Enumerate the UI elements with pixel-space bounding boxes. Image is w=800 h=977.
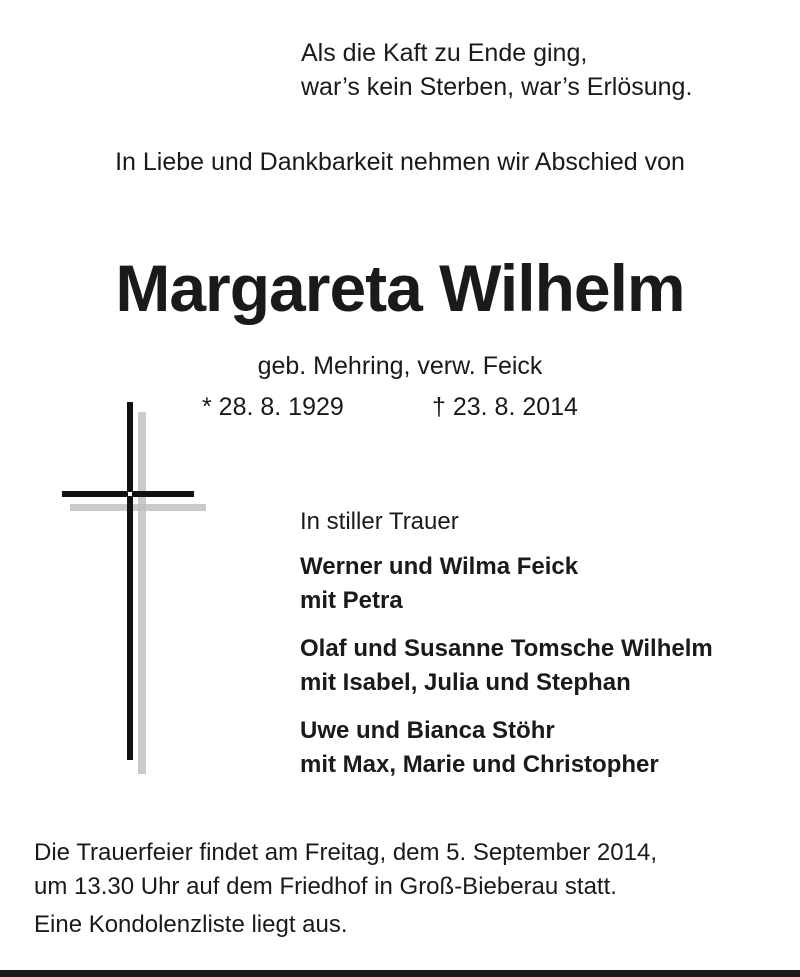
family-2-children: mit Isabel, Julia und Stephan bbox=[300, 669, 631, 696]
service-line-1: Die Trauerfeier findet am Freitag, dem 5. September 2014, bbox=[34, 839, 657, 866]
family-2-parents: Olaf und Susanne Tomsche Wilhelm bbox=[300, 635, 713, 662]
mourning-label: In stiller Trauer bbox=[300, 508, 459, 535]
family-1-parents: Werner und Wilma Feick bbox=[300, 553, 579, 580]
maiden-name: geb. Mehring, verw. Feick bbox=[257, 352, 543, 380]
family-1-children: mit Petra bbox=[300, 587, 403, 614]
death-date: † 23. 8. 2014 bbox=[432, 393, 578, 421]
cross-icon bbox=[60, 400, 220, 780]
farewell-intro: In Liebe und Dankbarkeit nehmen wir Abschied von bbox=[115, 148, 685, 176]
birth-date: * 28. 8. 1929 bbox=[202, 393, 344, 421]
verse-line-2: war’s kein Sterben, war’s Erlösung. bbox=[301, 73, 693, 101]
memorial-verse bbox=[301, 36, 692, 104]
family-3-children: mit Max, Marie und Christopher bbox=[300, 751, 659, 778]
service-line-2: um 13.30 Uhr auf dem Friedhof in Groß-Bieberau statt. bbox=[34, 873, 617, 900]
funeral-service-info bbox=[34, 836, 657, 904]
family-group-3 bbox=[300, 714, 659, 782]
bottom-divider bbox=[0, 970, 800, 977]
deceased-name: Margareta Wilhelm bbox=[115, 251, 685, 325]
family-3-parents: Uwe und Bianca Stöhr bbox=[300, 717, 555, 744]
verse-line-1: Als die Kaft zu Ende ging, bbox=[301, 39, 588, 67]
family-group-2 bbox=[300, 632, 713, 700]
condolence-note: Eine Kondolenzliste liegt aus. bbox=[34, 911, 348, 938]
family-group-1 bbox=[300, 550, 578, 618]
